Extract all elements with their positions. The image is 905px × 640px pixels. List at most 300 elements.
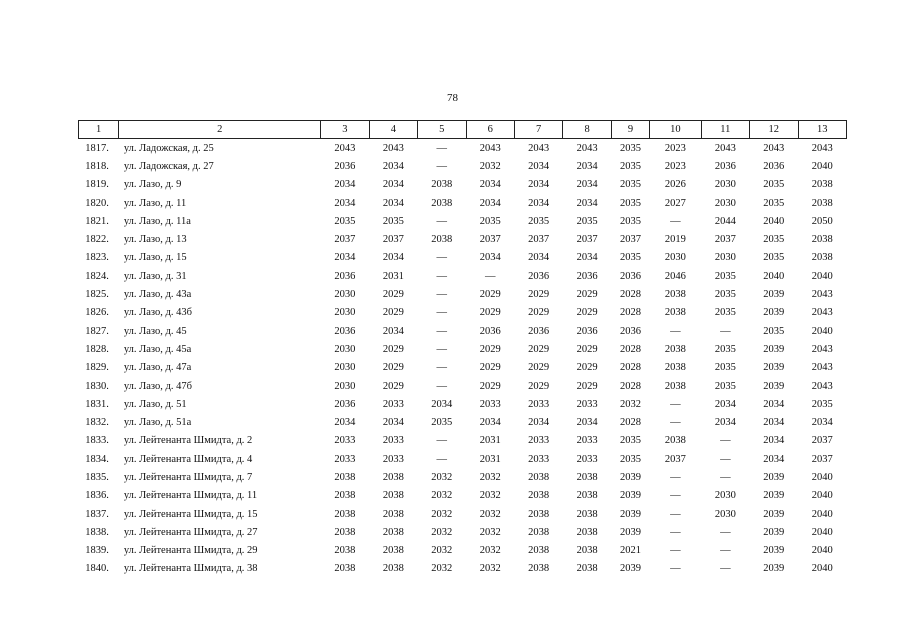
year-cell: — — [670, 398, 681, 410]
year-cell: — — [720, 325, 731, 337]
year-cell: 2043 — [714, 142, 736, 154]
year-cell: 2040 — [763, 215, 785, 227]
year-cell: 2043 — [811, 289, 833, 301]
year-cell: 2043 — [811, 380, 833, 392]
column-header: 8 — [563, 121, 611, 139]
year-cell: 2030 — [334, 362, 356, 374]
year-cell: 2034 — [382, 179, 404, 191]
year-cell: 2032 — [479, 563, 501, 575]
row-number-cell: 1830. — [85, 380, 109, 392]
year-cell: 2040 — [763, 270, 785, 282]
year-cell: 2029 — [576, 380, 598, 392]
year-cell: 2038 — [664, 380, 686, 392]
row-number-cell: 1820. — [85, 197, 109, 209]
year-cell: 2031 — [479, 435, 501, 447]
year-cell: 2038 — [811, 179, 833, 191]
table-row — [79, 487, 847, 505]
year-cell: 2035 — [334, 215, 356, 227]
row-number-cell: 1840. — [85, 563, 109, 575]
year-cell: 2035 — [714, 289, 736, 301]
year-cell: 2029 — [479, 289, 501, 301]
year-cell: — — [436, 307, 448, 319]
year-cell: — — [436, 435, 448, 447]
year-cell: 2038 — [528, 526, 550, 538]
year-cell: 2035 — [431, 417, 453, 429]
year-cell: 2032 — [479, 471, 501, 483]
year-cell: 2027 — [664, 197, 686, 209]
year-cell: 2039 — [763, 343, 785, 355]
year-cell: — — [484, 270, 496, 282]
address-cell: ул. Лазо, д. 47а — [123, 362, 192, 374]
row-number-cell: 1839. — [85, 545, 109, 557]
year-cell: 2034 — [334, 179, 356, 191]
year-cell: 2034 — [763, 453, 785, 465]
year-cell: 2030 — [714, 490, 736, 502]
row-number-cell: 1833. — [85, 435, 109, 447]
year-cell: 2038 — [382, 526, 404, 538]
address-cell: ул. Лазо, д. 43а — [123, 289, 192, 301]
year-cell: 2038 — [528, 490, 550, 502]
year-cell: 2035 — [619, 215, 641, 227]
year-cell: 2034 — [576, 160, 598, 172]
year-cell: 2036 — [479, 325, 501, 337]
year-cell: 2034 — [576, 179, 598, 191]
year-cell: 2030 — [334, 343, 356, 355]
address-cell: ул. Лейтенанта Шмидта, д. 11 — [123, 490, 258, 502]
column-header: 5 — [418, 121, 466, 139]
table-row — [79, 450, 847, 468]
year-cell: 2031 — [382, 270, 404, 282]
row-number-cell: 1832. — [85, 417, 109, 429]
year-cell: 2029 — [382, 289, 404, 301]
year-cell: 2034 — [479, 179, 501, 191]
year-cell: 2036 — [334, 160, 356, 172]
page-number: 78 — [447, 92, 458, 104]
table-row — [79, 542, 847, 560]
year-cell: 2034 — [382, 197, 404, 209]
year-cell: 2032 — [431, 508, 453, 520]
year-cell: 2036 — [334, 325, 356, 337]
year-cell: 2034 — [382, 417, 404, 429]
year-cell: 2035 — [619, 160, 641, 172]
year-cell: 2029 — [528, 362, 550, 374]
year-cell: 2034 — [479, 417, 501, 429]
year-cell: — — [436, 270, 448, 282]
year-cell: 2033 — [334, 453, 356, 465]
year-cell: 2030 — [664, 252, 686, 264]
year-cell: — — [720, 435, 731, 447]
year-cell: 2034 — [714, 398, 736, 410]
year-cell: 2038 — [664, 343, 686, 355]
year-cell: — — [670, 490, 681, 502]
year-cell: 2035 — [479, 215, 501, 227]
table-row — [79, 395, 847, 413]
row-number-cell: 1828. — [85, 343, 109, 355]
row-number-cell: 1825. — [85, 289, 109, 301]
year-cell: 2035 — [714, 380, 736, 392]
year-cell: 2030 — [714, 252, 736, 264]
year-cell: 2034 — [528, 197, 550, 209]
year-cell: 2044 — [714, 215, 736, 227]
year-cell: — — [670, 417, 681, 429]
year-cell: — — [436, 325, 448, 337]
year-cell: 2035 — [763, 325, 785, 337]
year-cell: 2033 — [334, 435, 356, 447]
year-cell: — — [670, 563, 681, 575]
year-cell: 2040 — [811, 563, 833, 575]
year-cell: 2037 — [619, 234, 641, 246]
year-cell: 2037 — [811, 453, 833, 465]
year-cell: 2037 — [576, 234, 598, 246]
year-cell: 2034 — [714, 417, 736, 429]
year-cell: 2037 — [714, 234, 736, 246]
year-cell: 2034 — [763, 435, 785, 447]
column-header: 3 — [321, 121, 369, 139]
year-cell: 2040 — [811, 270, 833, 282]
year-cell: 2035 — [528, 215, 550, 227]
address-cell: ул. Лейтенанта Шмидта, д. 15 — [123, 508, 258, 520]
year-cell: 2039 — [763, 307, 785, 319]
year-cell: — — [436, 453, 448, 465]
year-cell: 2029 — [528, 343, 550, 355]
year-cell: 2039 — [619, 563, 641, 575]
year-cell: 2029 — [382, 362, 404, 374]
year-cell: 2032 — [619, 398, 641, 410]
year-cell: 2033 — [576, 453, 598, 465]
year-cell: 2038 — [576, 563, 598, 575]
table-row — [79, 249, 847, 267]
year-cell: 2034 — [334, 417, 356, 429]
year-cell: — — [720, 453, 731, 465]
year-cell: 2021 — [619, 545, 641, 557]
year-cell: 2019 — [664, 234, 686, 246]
year-cell: 2039 — [763, 545, 785, 557]
year-cell: 2033 — [528, 435, 550, 447]
year-cell: 2032 — [431, 526, 453, 538]
year-cell: — — [670, 471, 681, 483]
year-cell: 2040 — [811, 160, 833, 172]
year-cell: 2040 — [811, 508, 833, 520]
year-cell: 2038 — [382, 563, 404, 575]
year-cell: 2030 — [714, 508, 736, 520]
column-header: 6 — [466, 121, 514, 139]
year-cell: 2035 — [619, 142, 641, 154]
row-number-cell: 1837. — [85, 508, 109, 520]
year-cell: 2034 — [528, 179, 550, 191]
year-cell: 2038 — [528, 508, 550, 520]
year-cell: 2029 — [479, 343, 501, 355]
year-cell: 2043 — [763, 142, 785, 154]
table-row — [79, 560, 847, 578]
year-cell: 2030 — [334, 307, 356, 319]
year-cell: 2043 — [576, 142, 598, 154]
table-row — [79, 340, 847, 358]
year-cell: 2034 — [479, 252, 501, 264]
year-cell: 2038 — [334, 526, 356, 538]
row-number-cell: 1826. — [85, 307, 109, 319]
year-cell: 2032 — [431, 471, 453, 483]
year-cell: 2038 — [811, 197, 833, 209]
year-cell: 2029 — [382, 343, 404, 355]
year-cell: 2037 — [479, 234, 501, 246]
year-cell: 2038 — [664, 289, 686, 301]
year-cell: 2040 — [811, 545, 833, 557]
year-cell: 2038 — [382, 490, 404, 502]
year-cell: 2033 — [382, 453, 404, 465]
year-cell: 2034 — [479, 197, 501, 209]
year-cell: 2038 — [811, 252, 833, 264]
year-cell: 2039 — [763, 289, 785, 301]
year-cell: 2038 — [334, 563, 356, 575]
column-header: 4 — [369, 121, 417, 139]
year-cell: 2036 — [528, 325, 550, 337]
year-cell: 2033 — [479, 398, 501, 410]
year-cell: 2035 — [619, 197, 641, 209]
year-cell: 2028 — [619, 343, 641, 355]
address-cell: ул. Лазо, д. 47б — [123, 380, 192, 392]
table-row — [79, 377, 847, 395]
year-cell: 2043 — [479, 142, 501, 154]
year-cell: 2023 — [664, 142, 686, 154]
year-cell: 2038 — [334, 508, 356, 520]
year-cell: — — [670, 215, 681, 227]
year-cell: 2033 — [576, 435, 598, 447]
year-cell: 2040 — [811, 471, 833, 483]
year-cell: 2038 — [576, 508, 598, 520]
row-number-cell: 1836. — [85, 490, 109, 502]
year-cell: 2038 — [664, 362, 686, 374]
table-row — [79, 413, 847, 431]
address-cell: ул. Лазо, д. 9 — [123, 179, 182, 191]
year-cell: 2023 — [664, 160, 686, 172]
row-number-cell: 1827. — [85, 325, 109, 337]
year-cell: 2043 — [811, 142, 833, 154]
year-cell: 2036 — [714, 160, 736, 172]
year-cell: 2043 — [334, 142, 356, 154]
row-number-cell: 1838. — [85, 526, 109, 538]
year-cell: 2038 — [528, 471, 550, 483]
year-cell: 2034 — [576, 197, 598, 209]
year-cell: 2038 — [576, 471, 598, 483]
year-cell: 2043 — [811, 343, 833, 355]
year-cell: 2029 — [576, 307, 598, 319]
year-cell: 2030 — [334, 380, 356, 392]
address-cell: ул. Ладожская, д. 25 — [123, 142, 214, 154]
year-cell: 2029 — [528, 307, 550, 319]
year-cell: 2043 — [811, 307, 833, 319]
year-cell: 2034 — [576, 252, 598, 264]
table-row — [79, 322, 847, 340]
address-cell: ул. Лазо, д. 45а — [123, 343, 192, 355]
table-row — [79, 359, 847, 377]
year-cell: 2034 — [811, 417, 833, 429]
year-cell: 2029 — [576, 362, 598, 374]
year-cell: 2029 — [528, 289, 550, 301]
row-number-cell: 1823. — [85, 252, 109, 264]
year-cell: — — [436, 252, 448, 264]
address-cell: ул. Лазо, д. 13 — [123, 234, 187, 246]
year-cell: 2039 — [763, 471, 785, 483]
table-row — [79, 176, 847, 194]
year-cell: 2033 — [528, 398, 550, 410]
table-row — [79, 230, 847, 248]
year-cell: 2038 — [382, 508, 404, 520]
year-cell: 2032 — [479, 526, 501, 538]
year-cell: 2035 — [763, 252, 785, 264]
year-cell: 2038 — [382, 471, 404, 483]
column-header: 9 — [611, 121, 649, 139]
row-number-cell: 1829. — [85, 362, 109, 374]
year-cell: 2031 — [479, 453, 501, 465]
address-cell: ул. Лазо, д. 43б — [123, 307, 192, 319]
year-cell: 2039 — [619, 526, 641, 538]
year-cell: 2038 — [811, 234, 833, 246]
year-cell: 2038 — [431, 234, 453, 246]
year-cell: 2038 — [334, 490, 356, 502]
year-cell: 2039 — [619, 490, 641, 502]
year-cell: 2034 — [382, 325, 404, 337]
address-cell: ул. Лазо, д. 15 — [123, 252, 187, 264]
table-row — [79, 194, 847, 212]
year-cell: — — [720, 471, 731, 483]
address-cell: ул. Лейтенанта Шмидта, д. 4 — [123, 453, 253, 465]
year-cell: 2040 — [811, 526, 833, 538]
row-number-cell: 1819. — [85, 179, 109, 191]
year-cell: 2035 — [619, 252, 641, 264]
table-row — [79, 432, 847, 450]
year-cell: — — [436, 142, 448, 154]
address-cell: ул. Лазо, д. 11 — [123, 197, 187, 209]
year-cell: 2035 — [763, 234, 785, 246]
row-number-cell: 1821. — [85, 215, 109, 227]
year-cell: 2038 — [664, 435, 686, 447]
data-table — [78, 120, 847, 578]
year-cell: 2036 — [619, 270, 641, 282]
table-row — [79, 139, 847, 158]
year-cell: 2029 — [576, 289, 598, 301]
year-cell: 2039 — [763, 508, 785, 520]
row-number-cell: 1831. — [85, 398, 109, 410]
year-cell: 2035 — [382, 215, 404, 227]
year-cell: 2037 — [334, 234, 356, 246]
address-cell: ул. Лазо, д. 51а — [123, 417, 192, 429]
year-cell: 2037 — [528, 234, 550, 246]
year-cell: 2035 — [714, 362, 736, 374]
address-cell: ул. Лейтенанта Шмидта, д. 29 — [123, 545, 258, 557]
year-cell: 2033 — [382, 435, 404, 447]
address-cell: ул. Лазо, д. 45 — [123, 325, 187, 337]
table-row — [79, 157, 847, 175]
year-cell: — — [670, 508, 681, 520]
row-number-cell: 1824. — [85, 270, 109, 282]
year-cell: — — [436, 160, 448, 172]
year-cell: 2037 — [382, 234, 404, 246]
year-cell: 2038 — [382, 545, 404, 557]
year-cell: 2038 — [576, 526, 598, 538]
year-cell: 2043 — [382, 142, 404, 154]
year-cell: 2034 — [528, 417, 550, 429]
column-header: 12 — [750, 121, 798, 139]
row-number-cell: 1834. — [85, 453, 109, 465]
year-cell: 2035 — [714, 270, 736, 282]
year-cell: 2037 — [664, 453, 686, 465]
year-cell: 2028 — [619, 289, 641, 301]
year-cell: 2035 — [619, 453, 641, 465]
year-cell: 2039 — [763, 563, 785, 575]
address-cell: ул. Лазо, д. 11а — [123, 215, 191, 227]
table-row — [79, 505, 847, 523]
year-cell: 2038 — [528, 563, 550, 575]
year-cell: — — [720, 545, 731, 557]
year-cell: 2034 — [763, 417, 785, 429]
year-cell: 2038 — [431, 197, 453, 209]
header-row — [79, 121, 847, 139]
year-cell: 2029 — [479, 307, 501, 319]
year-cell: 2034 — [334, 197, 356, 209]
year-cell: — — [670, 325, 681, 337]
year-cell: 2036 — [528, 270, 550, 282]
year-cell: 2043 — [528, 142, 550, 154]
row-number-cell: 1822. — [85, 234, 109, 246]
year-cell: 2034 — [431, 398, 453, 410]
year-cell: 2034 — [382, 160, 404, 172]
year-cell: 2036 — [334, 270, 356, 282]
column-header: 7 — [514, 121, 562, 139]
year-cell: 2036 — [763, 160, 785, 172]
year-cell: — — [436, 215, 448, 227]
year-cell: 2039 — [763, 490, 785, 502]
column-header: 13 — [798, 121, 847, 139]
year-cell: 2030 — [714, 179, 736, 191]
year-cell: 2038 — [334, 545, 356, 557]
year-cell: — — [720, 526, 731, 538]
year-cell: 2028 — [619, 362, 641, 374]
year-cell: 2035 — [576, 215, 598, 227]
year-cell: — — [436, 380, 448, 392]
year-cell: 2036 — [334, 398, 356, 410]
year-cell: 2032 — [479, 508, 501, 520]
year-cell: 2035 — [811, 398, 833, 410]
column-header: 10 — [650, 121, 701, 139]
column-header: 2 — [119, 121, 321, 139]
year-cell: 2034 — [382, 252, 404, 264]
year-cell: 2030 — [334, 289, 356, 301]
year-cell: 2034 — [763, 398, 785, 410]
year-cell: 2036 — [619, 325, 641, 337]
address-cell: ул. Лазо, д. 51 — [123, 398, 187, 410]
year-cell: 2050 — [811, 215, 833, 227]
row-number-cell: 1817. — [85, 142, 109, 154]
year-cell: — — [670, 545, 681, 557]
year-cell: — — [436, 362, 448, 374]
year-cell: 2034 — [528, 252, 550, 264]
year-cell: 2038 — [664, 307, 686, 319]
year-cell: 2032 — [479, 490, 501, 502]
year-cell: 2039 — [619, 471, 641, 483]
row-number-cell: 1818. — [85, 160, 109, 172]
address-cell: ул. Лазо, д. 31 — [123, 270, 187, 282]
year-cell: 2029 — [576, 343, 598, 355]
year-cell: 2034 — [528, 160, 550, 172]
year-cell: 2039 — [763, 526, 785, 538]
address-cell: ул. Лейтенанта Шмидта, д. 27 — [123, 526, 258, 538]
year-cell: 2040 — [811, 490, 833, 502]
year-cell: 2028 — [619, 417, 641, 429]
year-cell: 2028 — [619, 307, 641, 319]
year-cell: 2038 — [334, 471, 356, 483]
year-cell: 2032 — [431, 545, 453, 557]
year-cell: 2028 — [619, 380, 641, 392]
